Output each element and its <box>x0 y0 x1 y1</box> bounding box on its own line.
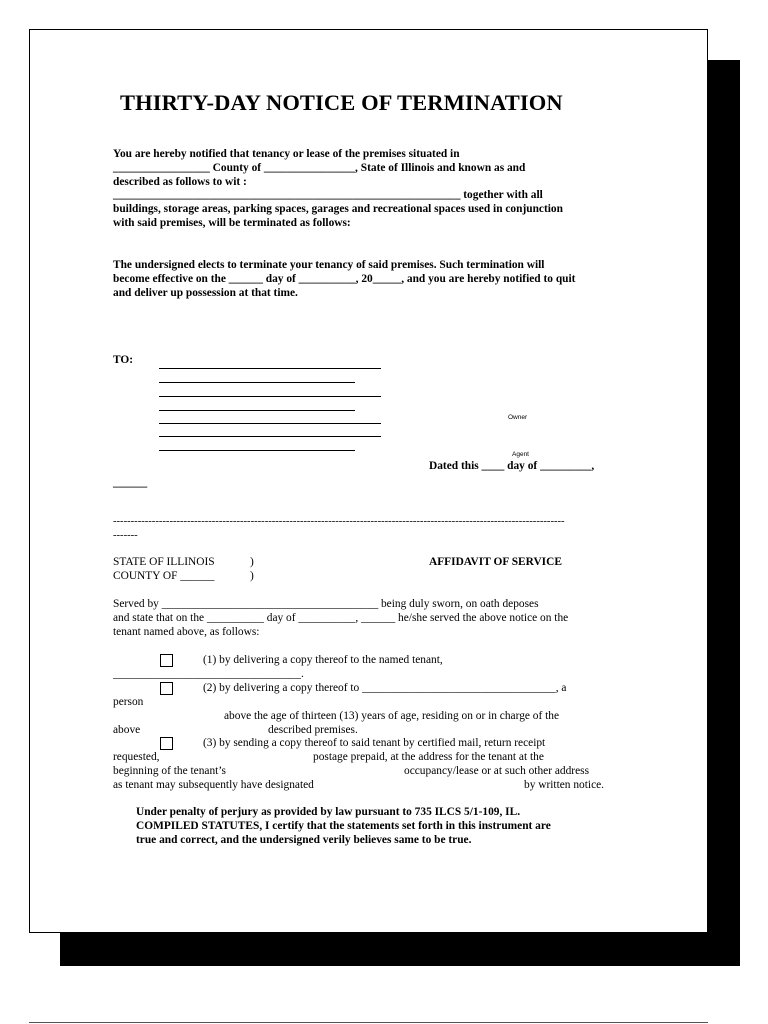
option-2-above: above <box>113 724 141 736</box>
option-1-text: (1) by delivering a copy thereof to the named tenant, <box>203 654 443 666</box>
option-2-checkbox[interactable] <box>160 682 173 695</box>
notice-paragraph-1-line-4: _____________________________________________________________ together with all <box>113 189 543 201</box>
option-2-person: person <box>113 696 144 708</box>
option-3-occupancy: occupancy/lease or at such other address <box>404 765 590 777</box>
notice-paragraph-1-line-5: buildings, storage areas, parking spaces, garages and recreational spaces used in conjunction <box>113 203 563 215</box>
county-brace: ) <box>250 570 254 582</box>
owner-label: Owner <box>508 414 528 421</box>
separator-dashes-tail: ------- <box>113 530 138 541</box>
option-3-text: (3) by sending a copy thereof to said tenant by certified mail, return receipt <box>203 737 546 749</box>
to-address-line <box>159 382 355 383</box>
to-address-line <box>159 396 381 397</box>
option-3-by-written: by written notice. <box>524 779 605 791</box>
state-label: STATE OF ILLINOIS <box>113 556 215 568</box>
notice-paragraph-2-line-3: and deliver up possession at that time. <box>113 287 298 299</box>
to-label: TO: <box>113 354 134 366</box>
option-3-postage: postage prepaid, at the address for the tenant at the <box>313 751 544 763</box>
to-address-line <box>159 450 355 451</box>
notice-paragraph-1-line-2: _________________ County of ________________, State of Illinois and known as and <box>113 162 526 174</box>
trailing-signature-line: ______ <box>113 477 148 489</box>
agent-label: Agent <box>512 451 529 458</box>
document-page <box>29 29 708 933</box>
notice-paragraph-1-line-1: You are hereby notified that tenancy or lease of the premises situated in <box>113 148 460 160</box>
served-line-2: and state that on the __________ day of __________, ______ he/she served the above notice on the <box>113 612 569 624</box>
notice-paragraph-1-line-3: described as follows to wit : <box>113 176 247 188</box>
perjury-line-2: COMPILED STATUTES, I certify that the statements set forth in this instrument are <box>136 820 551 832</box>
bottom-rule <box>29 1022 708 1023</box>
to-address-line <box>159 410 355 411</box>
notice-paragraph-2-line-2: become effective on the ______ day of __________, 20_____, and you are hereby notified to quit <box>113 273 576 285</box>
to-address-line <box>159 368 381 369</box>
served-line-1: Served by ______________________________________ being duly sworn, on oath deposes <box>113 598 539 610</box>
state-brace: ) <box>250 556 254 568</box>
document-title: THIRTY-DAY NOTICE OF TERMINATION <box>120 90 563 115</box>
dated-line: Dated this ____ day of _________, <box>429 460 595 472</box>
option-3-checkbox[interactable] <box>160 737 173 750</box>
notice-paragraph-2-line-1: The undersigned elects to terminate your tenancy of said premises. Such termination will <box>113 259 545 271</box>
option-3-beginning: beginning of the tenant’s <box>113 765 226 777</box>
served-line-3: tenant named above, as follows: <box>113 626 260 638</box>
perjury-line-3: true and correct, and the undersigned verily believes same to be true. <box>136 834 472 846</box>
county-label: COUNTY OF ______ <box>113 570 215 582</box>
option-1-checkbox[interactable] <box>160 654 173 667</box>
option-2-text: (2) by delivering a copy thereof to __________________________________, a <box>203 682 567 694</box>
option-3-as-tenant: as tenant may subsequently have designated <box>113 779 314 791</box>
to-address-line <box>159 423 381 424</box>
option-3-requested: requested, <box>113 751 160 763</box>
option-1-line: _________________________________. <box>113 668 304 680</box>
separator-dashes: -------------------------------------------------------------------------------------------------------------------------------- <box>113 516 565 527</box>
notice-paragraph-1-line-6: with said premises, will be terminated as follows: <box>113 217 351 229</box>
affidavit-heading: AFFIDAVIT OF SERVICE <box>429 556 562 568</box>
perjury-line-1: Under penalty of perjury as provided by law pursuant to 735 ILCS 5/1-109, IL. <box>136 806 521 818</box>
option-2-line-3: described premises. <box>268 724 358 736</box>
option-2-line-2: above the age of thirteen (13) years of age, residing on or in charge of the <box>224 710 560 722</box>
to-address-line <box>159 436 381 437</box>
